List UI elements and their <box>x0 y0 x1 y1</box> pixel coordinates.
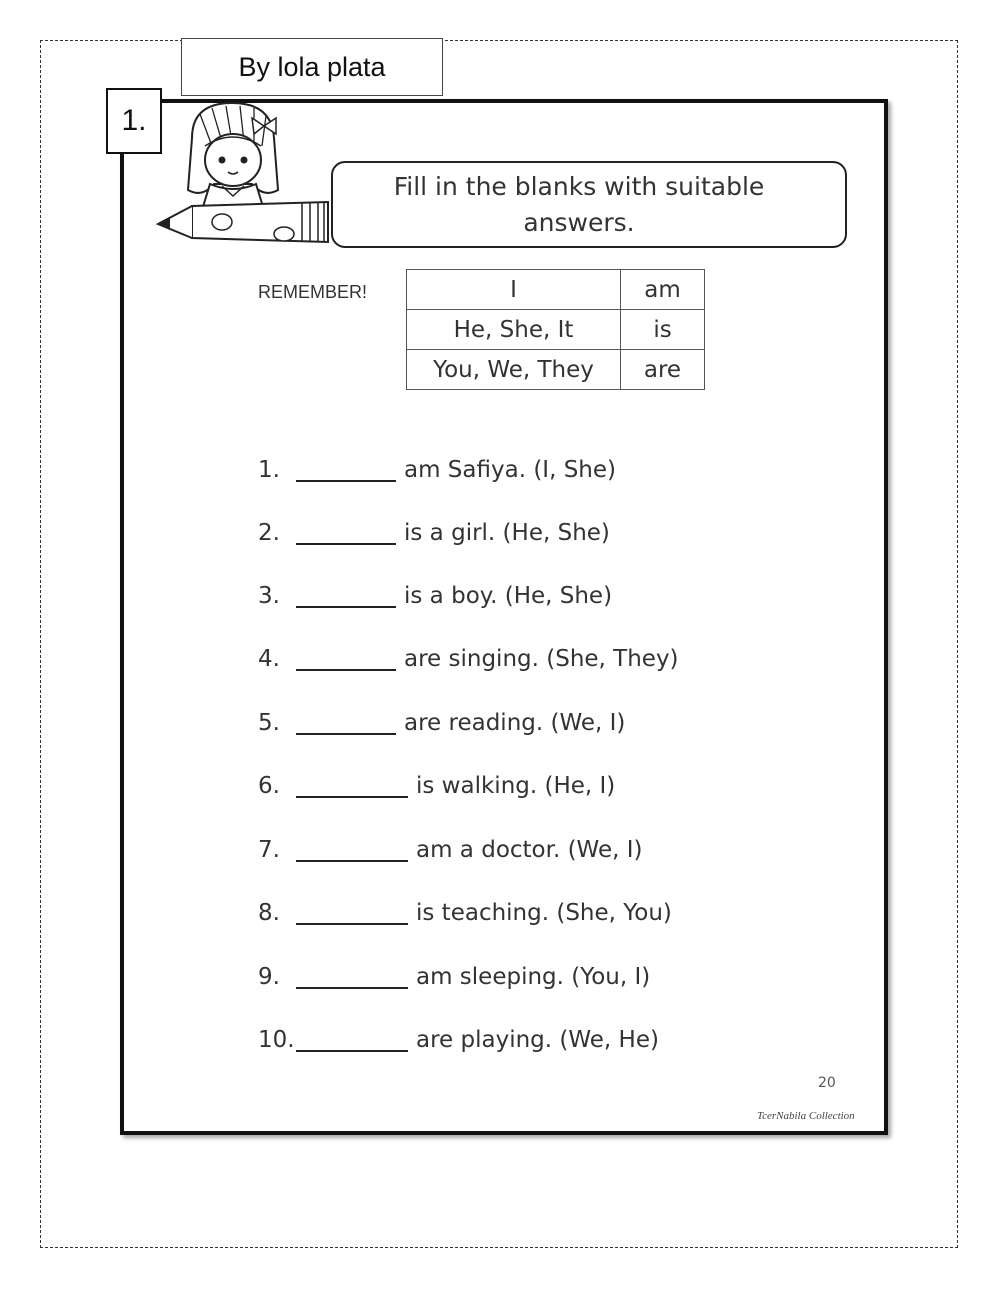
question-text: am Safiya. (I, She) <box>404 457 616 483</box>
answer-blank[interactable] <box>296 711 396 735</box>
question-number: 3. <box>258 583 280 609</box>
answer-blank[interactable] <box>296 1028 408 1052</box>
verb-cell: am <box>621 270 705 310</box>
page-number: 20 <box>818 1075 836 1091</box>
question-number: 9. <box>258 964 280 990</box>
subject-cell: He, She, It <box>407 310 621 350</box>
answer-blank[interactable] <box>296 584 396 608</box>
exercise-number: 1. <box>106 88 162 154</box>
question-number: 10. <box>258 1027 295 1053</box>
verb-cell: are <box>621 350 705 390</box>
question-number: 8. <box>258 900 280 926</box>
table-row <box>407 350 705 390</box>
table-row <box>407 310 705 350</box>
question-item <box>258 893 672 933</box>
remember-label: REMEMBER! <box>258 282 368 302</box>
question-text: are singing. (She, They) <box>404 646 679 672</box>
question-text: is a girl. (He, She) <box>404 520 610 546</box>
table-row <box>407 270 705 310</box>
girl-with-pencil-illustration <box>152 98 352 248</box>
answer-blank[interactable] <box>296 521 396 545</box>
question-item <box>258 957 650 997</box>
answer-blank[interactable] <box>296 458 396 482</box>
answer-blank[interactable] <box>296 774 408 798</box>
question-item <box>258 513 610 553</box>
verb-cell: is <box>621 310 705 350</box>
question-number: 7. <box>258 837 280 863</box>
question-item <box>258 830 643 870</box>
question-item <box>258 703 625 743</box>
question-item <box>258 1020 659 1060</box>
question-text: is walking. (He, I) <box>416 773 616 799</box>
author-label: By lola plata <box>181 38 443 96</box>
question-text: am a doctor. (We, I) <box>416 837 643 863</box>
question-text: am sleeping. (You, I) <box>416 964 651 990</box>
question-number: 6. <box>258 773 280 799</box>
question-text: is teaching. (She, You) <box>416 900 672 926</box>
subject-cell: You, We, They <box>407 350 621 390</box>
collection-credit: TcerNabila Collection <box>757 1110 855 1122</box>
instruction-box: Fill in the blanks with suitable answers. <box>331 161 847 248</box>
question-text: are playing. (We, He) <box>416 1027 659 1053</box>
question-item <box>258 766 615 806</box>
verb-reference-table <box>406 269 705 390</box>
question-item <box>258 639 679 679</box>
answer-blank[interactable] <box>296 838 408 862</box>
answer-blank[interactable] <box>296 647 396 671</box>
question-number: 5. <box>258 710 280 736</box>
question-text: are reading. (We, I) <box>404 710 626 736</box>
answer-blank[interactable] <box>296 901 408 925</box>
question-number: 4. <box>258 646 280 672</box>
question-text: is a boy. (He, She) <box>404 583 613 609</box>
question-item <box>258 576 612 616</box>
question-number: 2. <box>258 520 280 546</box>
question-number: 1. <box>258 457 280 483</box>
question-item <box>258 450 616 490</box>
answer-blank[interactable] <box>296 965 408 989</box>
subject-cell: I <box>407 270 621 310</box>
